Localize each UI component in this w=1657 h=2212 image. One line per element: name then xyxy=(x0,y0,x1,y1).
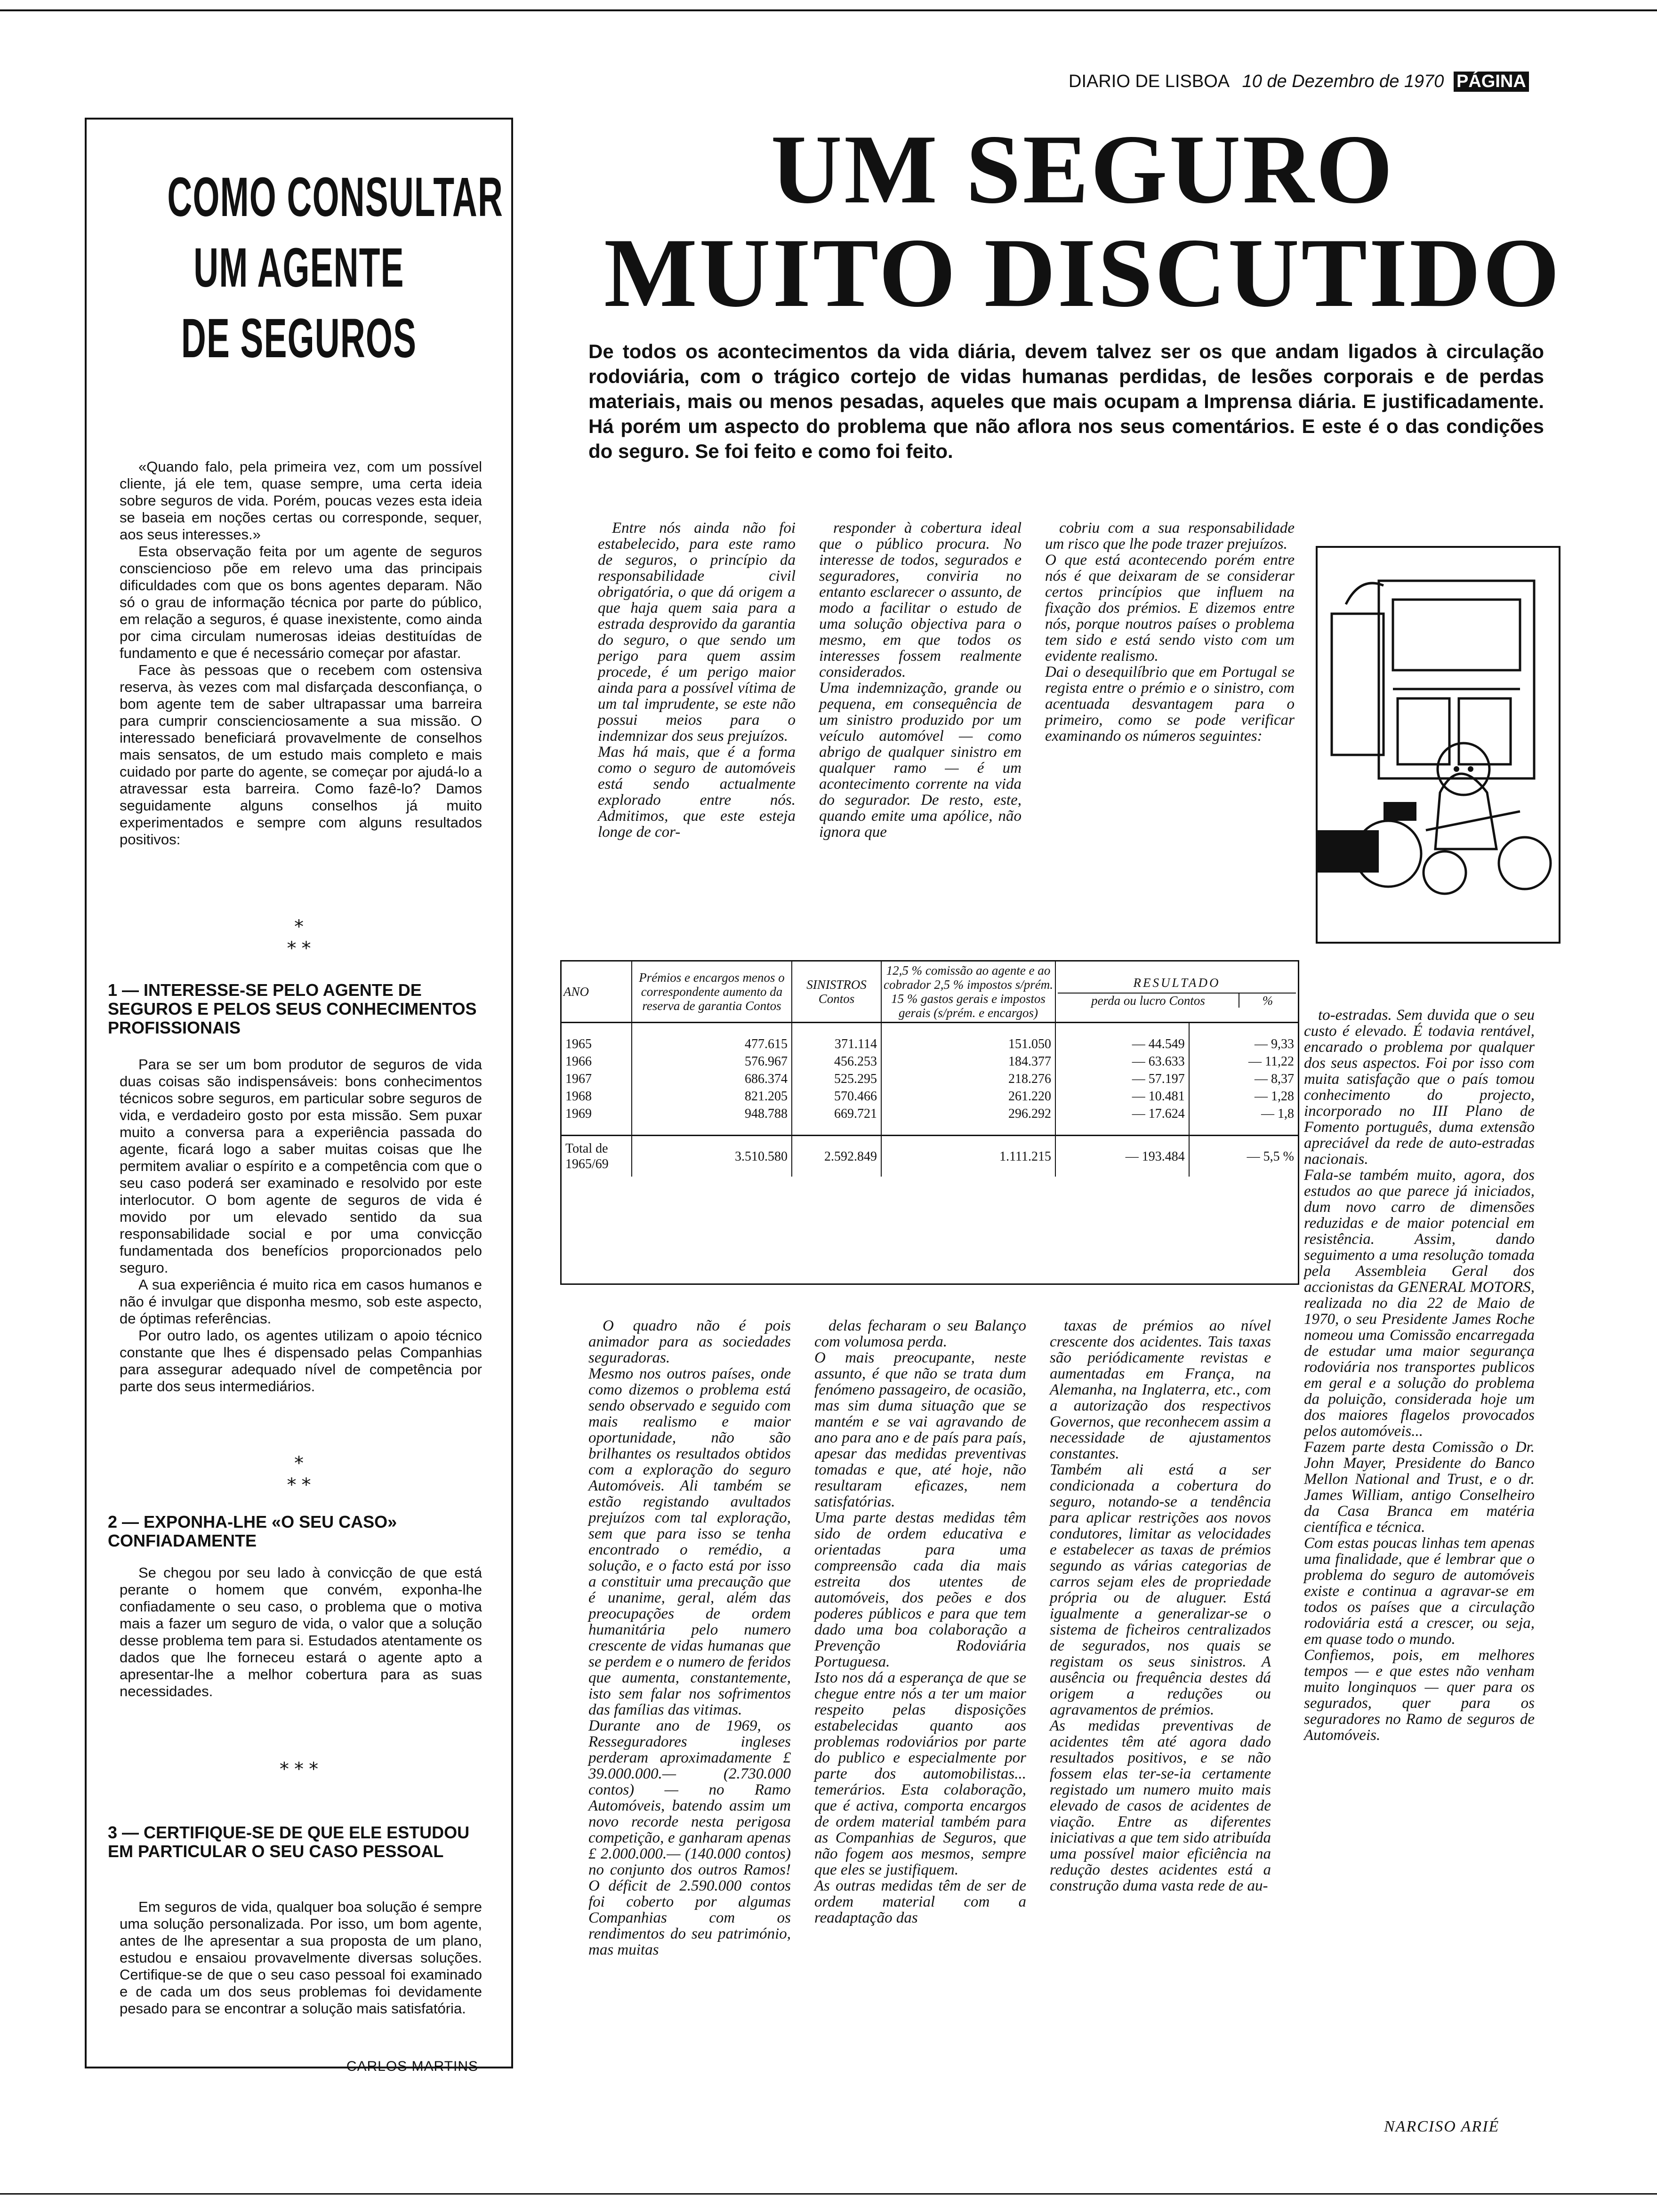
col-header-premios: Prémios e encargos menos o correspondente aumento da reserva de garantia Contos xyxy=(632,962,792,1023)
sidebar-title-line: DE SEGUROS xyxy=(181,307,417,369)
intro-paragraph: Face às pessoas que o recebem com ostensiva reserva, às vezes com mal disfarçada desconfiança, o bom agente tem de saber ultrapassar uma barreira para cumprir conscienciosamente a sua missão. O interessado beneficiará provavelmente de conselhos mais sensatos, de um estudo mais completo e mais cuidado por parte do agente, se começar por ajudá-lo a atravessar esta barreira. Como fazê-lo? Damos seguidamente alguns conselhos já muito experimentados e sempre com alguns resultados positivos: xyxy=(120,662,482,848)
table-row: 1967 686.374 525.295 218.276 — 57.197 — 8,37 xyxy=(562,1070,1298,1088)
column-text: responder à cobertura ideal que o público procura. No interesse de todos, segurados e seguradores, conviria no entanto esclarecer o assunto, de modo a facilitar o estudo de uma solução objectiva para o mesmo, em que todos os interesses fossem realmente considerados. Uma indemnização, grande ou pequena, em consequência de um sinistro produzido por um veículo automóvel — como abrigo de qualquer sinistro em qualquer ramo — é um acontecimento corrente na vida do segurador. De resto, este, quando emite uma apólice, não ignora que xyxy=(819,520,1022,841)
col-header-comissao: 12,5 % comissão ao agente e ao cobrador 2,5 % impostos s/prém. 15 % gastos gerais e impostos gerais (s/prém. e encargos) xyxy=(881,962,1055,1023)
intro-paragraph: «Quando falo, pela primeira vez, com um possível cliente, já ele tem, quase sempre, uma certa ideia sobre seguros de vida. Porém, poucas vezes esta ideia se baseia em noções certas ou corresponde, sequer, aos seus interesses.» xyxy=(120,458,482,543)
column-text: to-estradas. Sem duvida que o seu custo é elevado. É todavia rentável, encarado o problema por qualquer dos seus aspectos. Foi por isso com muita satisfação que o país tomou conhecimento do projecto, incorporado no III Plano de Fomento português, duma extensão apreciável da rede de auto-estradas nacionais. Fala-se também muito, agora, dos estudos ao que parece já iniciados, dum novo carro de dimensões reduzidas e de maior potencial em resistência. Assim, dando seguimento a uma resolução tomada pela Assembleia Geral dos accionistas da GENERAL MOTORS, realizada no dia 22 de Maio de 1970, o seu Presidente James Roche nomeou uma Comissão encarregada de estudar uma maior segurança rodoviária nos transportes publicos em geral e a solução do problema da poluição, considerada hoje um dos maiores flagelos provocados pelos automóveis... Fazem parte desta Comissão o Dr. John Mayer, Presidente do Banco Mellon National and Trust, e o dr. James William, antigo Conselheiro da Casa Branca em matéria científica e técnica. Com estas poucas linhas tem apenas uma finalidade, que é lembrar que o problema do seguro de automóveis existe e continua a agravar-se em todos os países que a circulação rodoviária está a crescer, ou seja, em quase todo o mundo. Confiemos, pois, em melhores tempos — e que estes não venham muito longinquos — quer para os segurados, quer para os seguradores no Ramo de seguros de Automóveis. xyxy=(1304,1007,1535,1744)
issue-date: 10 de Dezembro de 1970 xyxy=(1242,72,1444,91)
section-divider-stars: ⁎ ⁎ ⁎ xyxy=(287,911,311,953)
statistics-table xyxy=(560,960,1299,1285)
table-row: 1966 576.967 456.253 184.377 — 63.633 — 11,22 xyxy=(562,1053,1298,1070)
col-header-year: ANO xyxy=(562,962,632,1023)
article-column-2 xyxy=(819,520,1022,944)
insurance-results-table xyxy=(562,962,1298,1177)
article-column-1 xyxy=(598,520,796,944)
section-divider-stars: ⁎ ⁎ ⁎ xyxy=(287,1447,311,1490)
article-column-6 xyxy=(1050,1318,1271,2137)
col-header-pct: % xyxy=(1262,994,1273,1008)
sidebar-title-line: COMO CONSULTAR xyxy=(167,166,504,228)
section-3-heading: 3 — CERTIFIQUE-SE DE QUE ELE ESTUDOU EM PARTICULAR O SEU CASO PESSOAL xyxy=(108,1823,470,1861)
column-text: O quadro não é pois animador para as sociedades seguradoras. Mesmo nos outros países, onde como dizemos o problema está sendo observado e seguido com mais realismo e maior oportunidade, não são brilhantes os resultados obtidos com a exploração do seguro Automóveis. Ali também se estão registando avultados prejuízos com tal exploração, sem que para isso se tenha encontrado o remédio, a solução, e o facto está por isso a constituir uma precaução que é unanime, geral, além das preocupações de ordem humanitária pelo numero crescente de vidas humanas que se perdem e o numero de feridos que aumenta, constantemente, isto sem falar nos sofrimentos das famílias das vitimas. Durante ano de 1969, os Resseguradores ingleses perderam aproximadamente £ 39.000.000.— (2.730.000 contos) — no Ramo Automóveis, batendo assim um novo recorde nesta perigosa competição, e ganharam apenas £ 2.000.000.— (140.000 contos) no conjunto dos outros Ramos! O déficit de 2.590.000 contos foi coberto por algumas Companhias com os rendimentos do seu património, mas muitas xyxy=(588,1317,791,1958)
column-text: cobriu com a sua responsabilidade um risco que lhe pode trazer prejuízos. O que está acontecendo porém entre nós é que deixaram de se considerar certos princípios que influem na fixação dos prémios. E dizemos entre nós, porque noutros países o problema tem sido e está sendo visto com um evidente realismo. Dai o desequilíbrio que em Portugal se regista entre o prémio e o sinistro, com acentuada desvantagem para o primeiro, como se pode verificar examinando os números seguintes: xyxy=(1045,520,1295,745)
column-text: delas fecharam o seu Balanço com volumosa perda. O mais preocupante, neste assunto, é que não se trata dum fenómeno passageiro, de ocasião, mas sim duma situação que se mantém e se vai agravando de ano para ano e de país para país, apesar das medidas preventivas tomadas e que, até hoje, não resultaram eficazes, nem satisfatórias. Uma parte destas medidas têm sido de ordem educativa e orientadas para uma compreensão cada dia mais estreita dos utentes de automóveis, dos peões e dos poderes públicos e para que tem dado uma boa colaboração a Prevenção Rodoviária Portuguesa. Isto nos dá a esperança de que se chegue entre nós a ter um maior respeito pelas disposições estabelecidas quanto aos problemas rodoviários por parte do publico e especialmente por parte dos automobilistas... temerários. Esta colaboração, que é activa, comporta encargos de ordem material também para as Companhias de Seguros, que não fogem aos mesmos, sempre que eles se justifiquem. As outras medidas têm de ser de ordem material com a readaptação das xyxy=(814,1317,1026,1926)
table-row: 1965 477.615 371.114 151.050 — 44.549 — 9,33 xyxy=(562,1023,1298,1053)
sidebar-article xyxy=(85,118,513,2074)
sidebar-signature: CARLOS MARTINS xyxy=(346,2059,478,2074)
table-row: 1969 948.788 669.721 296.292 — 17.624 — 1,8 xyxy=(562,1105,1298,1136)
illustration-child-tricycle-truck xyxy=(1316,546,1560,944)
masthead xyxy=(1069,72,1539,92)
table-row: 1968 821.205 570.466 261.220 — 10.481 — 1,28 xyxy=(562,1088,1298,1105)
article-lead: De todos os acontecimentos da vida diária, devem talvez ser os que andam ligados à circulação rodoviária, com o trágico cortejo de vidas humanas perdidas, de lesões corporais e de perdas materiais, mais ou menos pesadas, aqueles que mais ocupam a Imprensa diária. E justificadamente. Há porém um aspecto do problema que não aflora nos seus comentários. E este é o das condições do seguro. Se foi feito e como foi feito. xyxy=(588,340,1544,462)
sidebar-title-line: UM AGENTE xyxy=(193,237,404,299)
article-signature: NARCISO ARIÉ xyxy=(1384,2118,1500,2135)
headline-line: UM SEGURO xyxy=(771,115,1395,224)
truck-and-child-drawing xyxy=(1318,548,1559,942)
article-column-7 xyxy=(1304,1007,1535,2104)
col-header-perda: perda ou lucro Contos xyxy=(1058,994,1239,1008)
article-column-4 xyxy=(588,1318,791,2137)
top-rule xyxy=(0,9,1657,11)
headline-line: MUITO DISCUTIDO xyxy=(604,218,1561,328)
body-paragraph: Para se ser um bom produtor de seguros de vida duas coisas são indispensáveis: bons conhecimentos técnicos sobre seguros, em particular sobre seguros de vida, e verdadeiro gosto por esta missão. Sem puxar muito a conversa para a experiência passada do agente, ficará logo a saber muitas coisas que lhe permitem avaliar o espírito e a competência com que o seu caso poderá ser examinado e resolvido por este interlocutor. O bom agente de seguros de vida é movido por um elevado sentido da sua responsabilidade social e por uma convicção fundamentada dos benefícios proporcionados pelo seguro. xyxy=(120,1056,482,1276)
col-header-sinistros: SINISTROS Contos xyxy=(792,962,881,1023)
sidebar-intro xyxy=(120,458,482,848)
body-paragraph: Se chegou por seu lado à convicção de que está perante o homem que convém, exponha-lhe confiadamente o seu caso, o problema que o motiva mais a fazer um seguro de vida, o valor que a solução desse problema tem para si. Estudados atentamente os dados que lhe forneceu estará o agente apto a apresentar-lhe a melhor cobertura para as suas necessidades. xyxy=(120,1564,482,1699)
section-1-body xyxy=(120,1056,482,1395)
body-paragraph: Por outro lado, os agentes utilizam o apoio técnico constante que lhes é dispensado pelas Companhias para assegurar adequado nível de competência por parte dos seus intermediários. xyxy=(120,1327,482,1395)
column-text: Entre nós ainda não foi estabelecido, para este ramo de seguros, o princípio da responsabilidade civil obrigatória, o que dá origem a que haja quem saia para a estrada desprovido da garantia do seguro, o que sendo um perigo para quem assim procede, é um perigo maior ainda para a possível vítima de um tal imprudente, se este não possui meios para o indemnizar dos seus prejuízos. Mas há mais, que é a forma como o seguro de automóveis está sendo actualmente explorado entre nós. Admitimos, que este esteja longe de cor- xyxy=(598,520,796,841)
bottom-rule xyxy=(0,2193,1657,2195)
main-headline xyxy=(565,115,1601,328)
section-2-heading: 2 — EXPONHA-LHE «O SEU CASO» CONFIADAMENTE xyxy=(108,1512,397,1550)
article-column-3 xyxy=(1045,520,1295,944)
newspaper-name: DIARIO DE LISBOA xyxy=(1069,72,1229,91)
body-paragraph: A sua experiência é muito rica em casos humanos e não é invulgar que disponha mesmo, sob este aspecto, de óptimas referências. xyxy=(120,1276,482,1327)
section-1-heading: 1 — INTERESSE-SE PELO AGENTE DE SEGUROS E PELOS SEUS CONHECIMENTOS PROFISSIONAIS xyxy=(108,980,477,1037)
article-column-5 xyxy=(814,1318,1026,2137)
section-2-body xyxy=(120,1564,482,1700)
section-divider-stars: ⁎ ⁎ ⁎ xyxy=(279,1753,319,1774)
body-paragraph: Em seguros de vida, qualquer boa solução é sempre uma solução personalizada. Por isso, um bom agente, antes de lhe apresentar a sua proposta de um plano, estudou e ensaiou provavelmente diversas soluções. Certifique-se de que o seu caso pessoal foi examinado e de cada um dos seus problemas foi devidamente pesado para se encontrar a solução mais satisfatória. xyxy=(120,1899,482,2017)
page-label: PÁGINA xyxy=(1454,72,1529,92)
sidebar-title xyxy=(167,162,504,374)
resultado-label: RESULTADO xyxy=(1058,976,1296,994)
table-total-row: Total de 1965/69 3.510.580 2.592.849 1.111.215 — 193.484 — 5,5 % xyxy=(562,1136,1298,1177)
intro-paragraph: Esta observação feita por um agente de seguros consciencioso põe em relevo uma das principais dificuldades com que os bons agentes deparam. Não só o grau de informação técnica por parte do público, em relação a seguros, é quase inexistente, como ainda por cima circulam numerosas ideias destituídas de fundamento e que é necessário começar por afastar. xyxy=(120,543,482,661)
col-header-resultado xyxy=(1055,962,1298,1023)
column-text: taxas de prémios ao nível crescente dos acidentes. Tais taxas são periódicamente revistas e aumentadas em França, na Alemanha, na Inglaterra, etc., com a autorização dos respectivos Governos, que reconhecem assim a necessidade de ajustamentos constantes. Também ali está a ser condicionada a cobertura do seguro, notando-se a tendência para aplicar restrições aos novos condutores, limitar as velocidades e estabelecer as taxas de prémios segundo as várias categorias de carros sejam eles de propriedade própria ou de aluguer. Está igualmente a generalizar-se o sistema de ficheiros centralizados de segurados, nos quais se registam os seus sinistros. A ausência ou frequência destes dá origem a reduções ou agravamentos de prémios. As medidas preventivas de acidentes têm até agora dado resultados positivos, e se não fossem elas ter-se-ia certamente registado um numero muito mais elevado de casos de acidentes de viação. Entre as diferentes iniciativas a que tem sido atribuída uma possível maior eficiência na redução destes acidentes está a construção duma vasta rede de au- xyxy=(1050,1317,1271,1894)
section-3-body xyxy=(120,1899,482,2017)
